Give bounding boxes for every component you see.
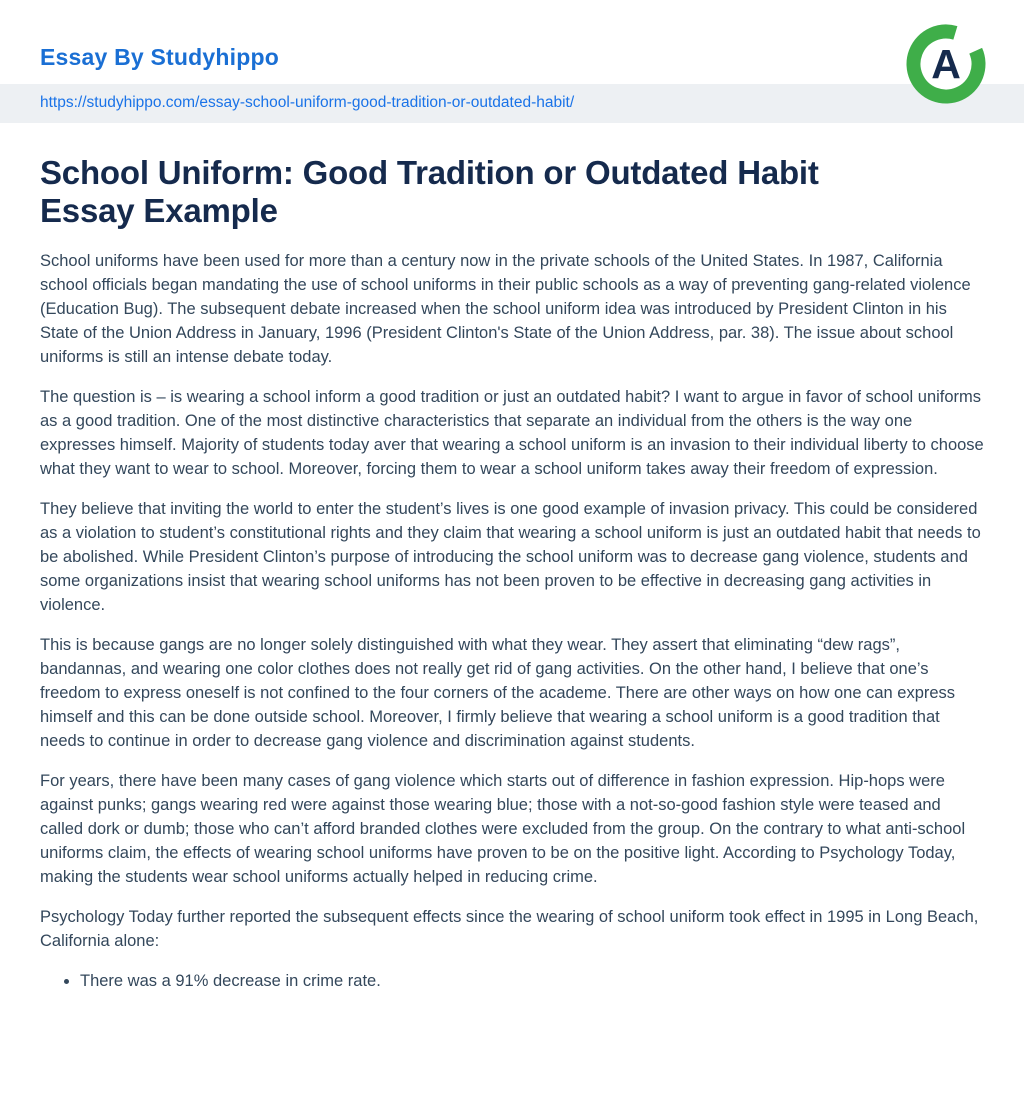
article-title: School Uniform: Good Tradition or Outdated Habit Essay Example xyxy=(40,154,819,229)
essay-paragraph-2: The question is – is wearing a school inform a good tradition or just an outdated habit? I want to argue in favor of school uniforms as a good tradition. One of the most distinctive characteristics that separate an individual from the others is the way one expresses himself. Majority of students today aver that wearing a school uniform is an invasion to their individual liberty to choose what they want to wear to school. Moreover, forcing them to wear a school uniform takes away their freedom of expression. xyxy=(40,388,984,479)
page-url-link[interactable]: https://studyhippo.com/essay-school-uniform-good-tradition-or-outdated-habit/ xyxy=(40,94,575,111)
site-name: Essay By Studyhippo xyxy=(40,44,279,70)
essay-paragraph-4: This is because gangs are no longer solely distinguished with what they wear. They assert that eliminating “dew rags”, bandannas, and wearing one color clothes does not really get rid of gang activities. On the other hand, I believe that one’s freedom to express oneself is not confined to the four corners of the academe. There are other ways on how one can express himself and this can be done outside school. Moreover, I firmly believe that wearing a school uniform is a good tradition that needs to continue in order to decrease gang violence and discrimination against students. xyxy=(40,636,956,751)
statistics-list xyxy=(64,969,984,993)
essay-paragraph-6: Psychology Today further reported the subsequent effects since the wearing of school uniform took effect in 1995 in Long Beach, California alone: xyxy=(40,908,979,951)
essay-paragraph-3: They believe that inviting the world to enter the student’s lives is one good example of invasion privacy. This could be considered as a violation to student’s constitutional rights and they claim that wearing a school uniform is just an outdated habit that needs to be abolished. While President Clinton’s purpose of introducing the school uniform was to decrease gang violence, students and some organizations insist that wearing school uniforms has not been proven to be effective in decreasing gang activities in violence. xyxy=(40,500,981,615)
studyhippo-logo-icon xyxy=(906,24,986,104)
page-header xyxy=(0,0,1024,128)
essay-paragraph-5: For years, there have been many cases of gang violence which starts out of difference in fashion expression. Hip-hops were against punks; gangs wearing red were against those wearing blue; those with a not-so-good fashion style were teased and called dork or dumb; those who can’t afford branded clothes were excluded from the group. On the contrary to what anti-school uniforms claim, the effects of wearing school uniforms have proven to be on the positive light. According to Psychology Today, making the students wear school uniforms actually helped in reducing crime. xyxy=(40,772,966,887)
essay-paragraph-1: School uniforms have been used for more than a century now in the private schools of the United States. In 1987, California school officials began mandating the use of school uniforms in their public schools as a way of preventing gang-related violence (Education Bug). The subsequent debate increased when the school uniform idea was introduced by President Clinton in his State of the Union Address in January, 1996 (President Clinton's State of the Union Address, par. 38). The issue about school uniforms is still an intense debate today. xyxy=(40,252,971,367)
studyhippo-logo xyxy=(906,24,986,104)
logo-letter: A xyxy=(931,41,961,87)
list-item: • There was a 91% decrease in crime rate. xyxy=(80,969,984,993)
article-body xyxy=(0,154,1024,1033)
url-band xyxy=(0,84,1024,123)
